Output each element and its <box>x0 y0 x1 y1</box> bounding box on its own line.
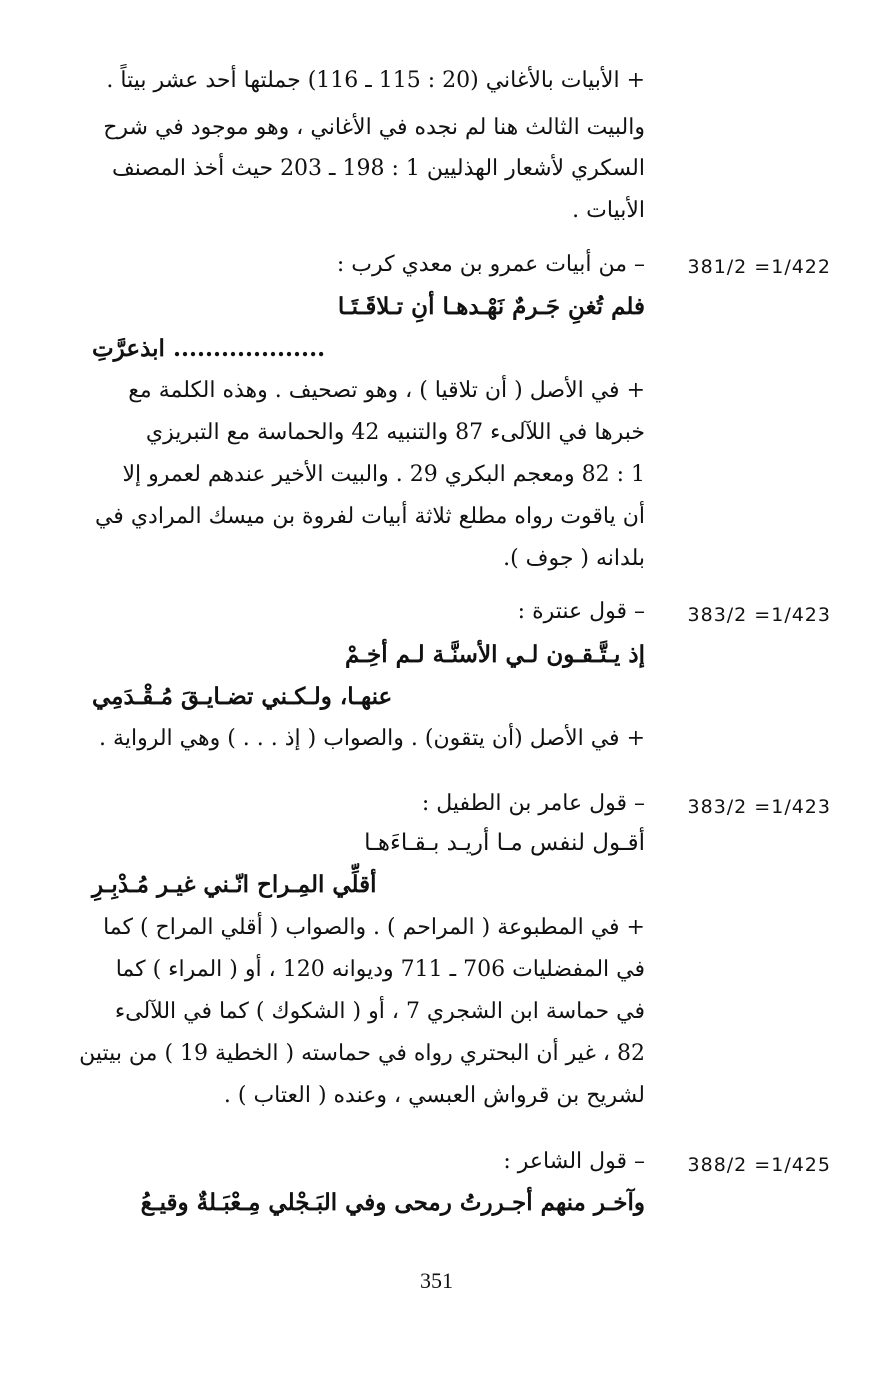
note-line: في حماسة ابن الشجري 7 ، أو ( الشكوك ) كما في اللآلىء <box>114 999 645 1024</box>
note-line: 1 : 82 ومعجم البكري 29 . والبيت الأخير عندهم لعمرو إلا <box>122 462 645 487</box>
section-intro: – قول الشاعر : <box>503 1149 645 1174</box>
verse-line: أقـول لنفس مـا أريـد بـقـاءَهـا <box>364 830 645 856</box>
paragraph-line: الأبيات . <box>572 198 645 223</box>
page-reference: 383/2 =1/423 <box>687 796 831 818</box>
note-line: خبرها في اللآلىء 87 والتنبيه 42 والحماسة مع التبريزي <box>145 420 645 445</box>
section-intro: – من أبيات عمرو بن معدي كرب : <box>336 252 645 277</box>
note-line: 82 ، غير أن البحتري رواه في حماسته ( الخطية 19 ) من بيتين <box>79 1041 645 1066</box>
note-line: لشريح بن قرواش العبسي ، وعنده ( العتاب ) . <box>223 1083 645 1108</box>
note-line: + في الأصل ( أن تلاقيا ) ، وهو تصحيف . وهذه الكلمة مع <box>128 378 645 403</box>
note-line: بلدانه ( جوف ). <box>503 546 645 571</box>
section-intro: – قول عامر بن الطفيل : <box>421 791 645 816</box>
paragraph-line: والبيت الثالث هنا لم نجده في الأغاني ، وهو موجود في شرح <box>103 115 645 140</box>
verse-line: فلم تُغنِ جَـرمٌ نَهْـدهـا أنِ تـلاقَـتَـا <box>337 293 645 320</box>
page-reference: 381/2 =1/422 <box>687 256 831 278</box>
note-line: في المفضليات 706 ـ 711 وديوانه 120 ، أو ( المراء ) كما <box>115 957 645 982</box>
verse-line: عنهـا، ولـكـني تضـايـقَ مُـقْـدَمِي <box>92 683 393 710</box>
verse-line: وآخـر منهم أجـررتُ رمحى وفي البَـجْلي مِـعْبَـلةٌ وقيـعُ <box>140 1189 645 1216</box>
note-line: + في الأصل (أن يتقون) . والصواب ( إذ . . . ) وهي الرواية . <box>99 726 645 751</box>
verse-line: إذ يـتَّـقـون لـي الأسنَّـة لـم أخِـمْ <box>344 641 645 668</box>
page-reference: 383/2 =1/423 <box>687 604 831 626</box>
paragraph-line: السكري لأشعار الهذليين 1 : 198 ـ 203 حيث أخذ المصنف <box>111 156 645 181</box>
note-line: أن ياقوت رواه مطلع ثلاثة أبيات لفروة بن ميسك المرادي في <box>94 504 645 529</box>
note-line: + في المطبوعة ( المراحم ) . والصواب ( أقلي المراح ) كما <box>103 915 645 940</box>
page-number: 351 <box>420 1268 453 1293</box>
page-reference: 388/2 =1/425 <box>687 1154 831 1176</box>
verse-line: أقلِّي المِـراح انّـني غيـر مُـدْبِـرِ <box>92 871 377 898</box>
paragraph-line: + الأبيات بالأغاني (20 : 115 ـ 116) جملتها أحد عشر بيتاً . <box>106 68 645 93</box>
section-intro: – قول عنترة : <box>517 599 645 624</box>
verse-line: ................... ابذعرَّتِ <box>92 335 326 362</box>
